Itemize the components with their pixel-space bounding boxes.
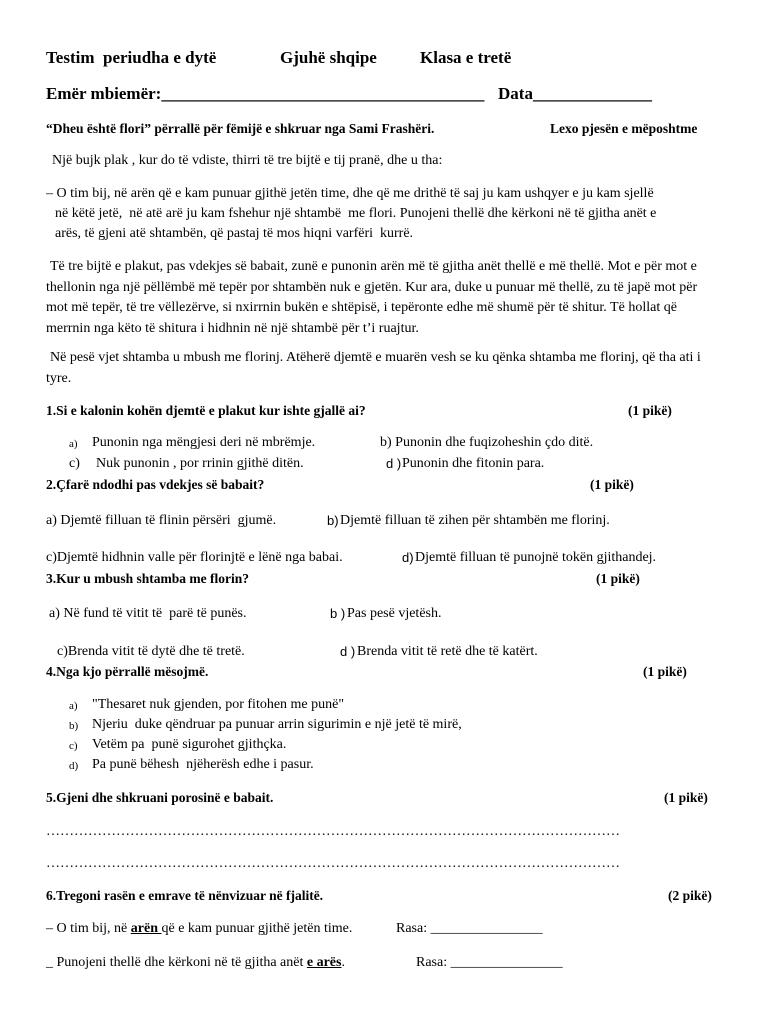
- question-3: 3.Kur u mbush shtamba me florin?: [46, 571, 250, 586]
- q5-answer-line-2[interactable]: ……………………………………………………………………………………………………………: [46, 856, 620, 871]
- story-paragraph-3: Të tre bijtë e plakut, pas vdekjes së babait, zunë e punonin arën më të gjitha anët thellë e më thellë. Mot e për mot e thellonin nga një pëllëmbë më tepër por shtambën nuk e gjetën. Kur ara, duke u punuar më thellë, zu të japë mot për mot më tepër, të tre vëllezërve, si nxirrnin bukën e shtëpisë, i tepëronte edhe më shumë për të shitur. Të hollat që merrnin nga këto të shitura i hidhnin në një shtambë për t’i ruajtur.: [46, 259, 698, 336]
- q1-option-c[interactable]: Nuk punonin , por rrinin gjithë ditën.: [96, 456, 304, 471]
- q6-case-answer-1[interactable]: Rasa: ________________: [396, 921, 543, 936]
- name-field-label: Emër mbiemër:______________________________________: [46, 84, 485, 103]
- story-paragraph-2-line-1: – O tim bij, në arën që e kam punuar gjithë jetën time, dhe që me drithë të saj ju kam ushqyer e ju kam sjellë: [46, 186, 654, 201]
- subject-label: Gjuhë shqipe: [280, 48, 377, 67]
- q3-option-b-marker: b ): [330, 606, 346, 621]
- q2-option-b[interactable]: Djemtë filluan të zihen për shtambën me florinj.: [340, 513, 610, 528]
- q3-option-b[interactable]: Pas pesë vjetësh.: [347, 606, 442, 621]
- question-1: 1.Si e kalonin kohën djemtë e plakut kur ishte gjallë ai?: [46, 403, 366, 418]
- q1-option-a-marker: a): [69, 438, 78, 450]
- question-5-points: (1 pikë): [664, 790, 708, 805]
- grade-label: Klasa e tretë: [420, 48, 512, 67]
- question-2-points: (1 pikë): [590, 477, 634, 492]
- q4-option-a[interactable]: "Thesaret nuk gjenden, por fitohen me punë": [92, 697, 345, 712]
- story-paragraph-2-line-2: në këtë jetë, në atë arë ju kam fshehur një shtambë me flori. Punojeni thellë dhe kërkoni në të gjitha anët e: [55, 206, 657, 221]
- q2-option-d[interactable]: Djemtë filluan të punojnë tokën gjithandej.: [415, 550, 657, 565]
- story-paragraph-1: Një bujk plak , kur do të vdiste, thirri të tre bijtë e tij pranë, dhe u tha:: [52, 153, 443, 168]
- q3-option-d[interactable]: Brenda vitit të retë dhe të katërt.: [357, 644, 538, 659]
- question-4: 4.Nga kjo përrallë mësojmë.: [46, 664, 209, 679]
- q1-option-c-marker: c): [69, 456, 80, 471]
- q6-sentence-1: [46, 921, 352, 937]
- q6-underlined-word-2: e arës: [306, 955, 342, 970]
- q2-option-d-marker: d): [402, 550, 414, 565]
- q6-underlined-word-1: arën: [130, 921, 162, 936]
- q4-option-c[interactable]: Vetëm pa punë sigurohet gjithçka.: [92, 737, 287, 752]
- question-3-points: (1 pikë): [596, 571, 640, 586]
- q4-option-d[interactable]: Pa punë bëhesh njëherësh edhe i pasur.: [92, 757, 314, 772]
- q6-sentence-1-end: që e kam punuar gjithë jetën time.: [161, 921, 353, 936]
- q2-option-a[interactable]: a) Djemtë filluan të flinin përsëri gjumë.: [46, 513, 277, 528]
- question-4-points: (1 pikë): [643, 664, 687, 679]
- q3-option-a[interactable]: a) Në fund të vitit të parë të punës.: [49, 606, 247, 621]
- question-5: 5.Gjeni dhe shkruani porosinë e babait.: [46, 790, 274, 805]
- question-2: 2.Çfarë ndodhi pas vdekjes së babait?: [46, 477, 265, 492]
- reading-instruction: Lexo pjesën e mëposhtme: [550, 121, 698, 136]
- test-title: Testim periudha e dytë: [46, 48, 217, 67]
- q5-answer-line-1[interactable]: ……………………………………………………………………………………………………………: [46, 824, 620, 839]
- question-6-points: (2 pikë): [668, 888, 712, 903]
- q2-option-b-marker: b): [327, 513, 339, 528]
- question-1-points: (1 pikë): [628, 403, 672, 418]
- q2-option-c[interactable]: c)Djemtë hidhnin valle për florinjtë e lënë nga babai.: [46, 550, 343, 565]
- q6-sentence-2-end: .: [341, 955, 345, 970]
- q1-option-a[interactable]: Punonin nga mëngjesi deri në mbrëmje.: [92, 435, 316, 450]
- story-paragraph-4: Në pesë vjet shtamba u mbush me florinj. Atëherë djemtë e muarën vesh se ku qënka shtamba me florinj, që tha ati i tyre.: [46, 350, 701, 386]
- q1-option-d[interactable]: Punonin dhe fitonin para.: [402, 456, 545, 471]
- q1-option-b[interactable]: b) Punonin dhe fuqizoheshin çdo ditë.: [380, 435, 594, 450]
- q4-option-a-marker: a): [69, 700, 78, 712]
- q6-case-answer-2[interactable]: Rasa: ________________: [416, 955, 563, 970]
- q4-option-d-marker: d): [69, 760, 79, 772]
- q4-option-c-marker: c): [69, 740, 78, 752]
- q3-option-d-marker: d ): [340, 644, 356, 659]
- story-paragraph-2-line-3: arës, të gjeni atë shtambën, që pastaj të mos hiqni varfëri kurrë.: [55, 226, 414, 241]
- q6-sentence-1-start: – O tim bij, në: [46, 921, 131, 936]
- q6-sentence-2-start: _ Punojeni thellë dhe kërkoni në të gjitha anët: [46, 955, 307, 970]
- q6-sentence-2: [46, 955, 345, 971]
- q4-option-b[interactable]: Njeriu duke qëndruar pa punuar arrin sigurimin e një jetë të mirë,: [92, 717, 462, 732]
- q4-option-b-marker: b): [69, 720, 79, 732]
- date-field-label: Data______________: [498, 84, 652, 103]
- q1-option-d-marker: d ): [386, 456, 402, 471]
- q3-option-c[interactable]: c)Brenda vitit të dytë dhe të tretë.: [57, 644, 245, 659]
- question-6: 6.Tregoni rasën e emrave të nënvizuar në fjalitë.: [46, 888, 324, 903]
- story-source: “Dheu është flori” përrallë për fëmijë e shkruar nga Sami Frashëri.: [46, 121, 435, 136]
